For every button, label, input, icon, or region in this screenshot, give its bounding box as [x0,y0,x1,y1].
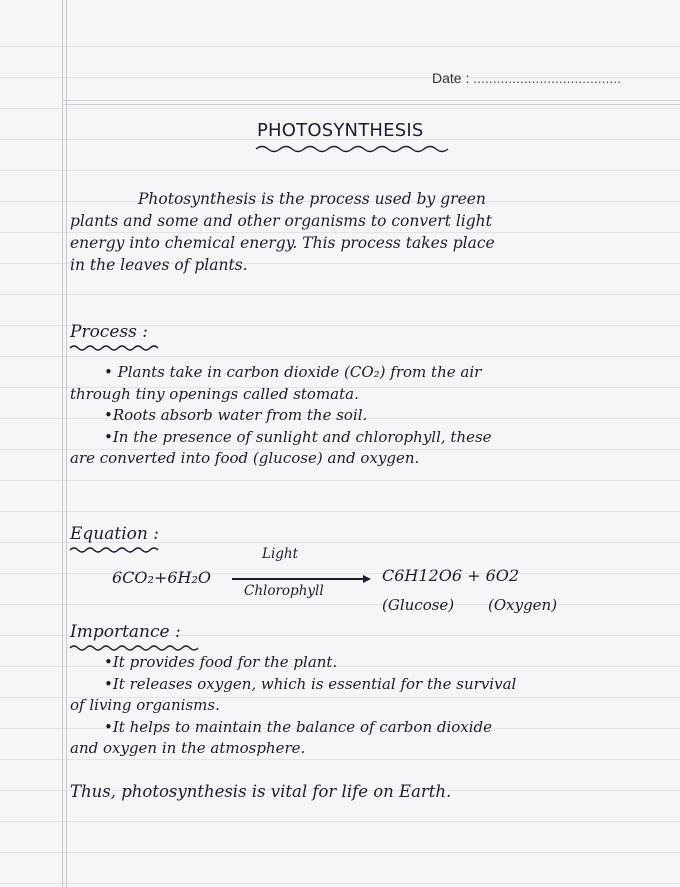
title-underline [254,144,450,154]
equation-condition-light: Light [262,546,299,562]
process-item-1-cont: through tiny openings called stomata. [70,384,359,403]
intro-paragraph [70,188,630,276]
process-list [70,362,630,470]
conclusion-sentence: Thus, photosynthesis is vital for life on Earth. [70,782,452,801]
importance-list [70,652,630,760]
process-underline [68,344,164,352]
importance-item-2: •It releases oxygen, which is essential for the survival [104,674,517,693]
product-label-oxygen: (Oxygen) [488,596,558,614]
intro-line-2: plants and some and other organisms to convert light [70,212,492,230]
process-item-1: • Plants take in carbon dioxide (CO₂) from the air [104,363,482,381]
intro-line-3: energy into chemical energy. This process takes place [70,234,495,252]
importance-underline [68,644,206,652]
date-field [432,70,621,86]
margin-line-inner [66,0,67,887]
importance-item-1: •It provides food for the plant. [104,653,338,671]
intro-line-4: in the leaves of plants. [70,256,248,274]
reaction-arrow-line [232,578,364,580]
page-title: PHOTOSYNTHESIS [257,120,424,141]
equation-condition-chlorophyll: Chlorophyll [244,583,324,599]
equation-products: C6H12O6 + 6O2 [382,566,520,585]
product-label-glucose: (Glucose) [382,596,455,614]
reaction-arrow-head [363,575,371,583]
date-value: ...................................... [473,70,622,86]
process-item-3-cont: are converted into food (glucose) and oxygen. [70,449,420,467]
equation-reactants: 6CO₂+6H₂O [112,568,212,587]
header-rule-double [62,104,680,105]
margin-line [62,0,63,887]
importance-item-3: •It helps to maintain the balance of carbon dioxide [104,717,493,736]
importance-item-3-cont: and oxygen in the atmosphere. [70,739,306,757]
equation-heading: Equation : [70,524,159,544]
date-label: Date : [432,70,470,86]
importance-heading: Importance : [70,622,181,642]
importance-item-2-cont: of living organisms. [70,696,220,714]
process-item-3: •In the presence of sunlight and chlorophyll, these [104,427,492,446]
equation-underline [68,546,164,554]
process-item-2: •Roots absorb water from the soil. [104,406,368,424]
intro-line-1: Photosynthesis is the process used by green [138,190,486,208]
header-rule [62,100,680,101]
process-heading: Process : [70,322,148,342]
